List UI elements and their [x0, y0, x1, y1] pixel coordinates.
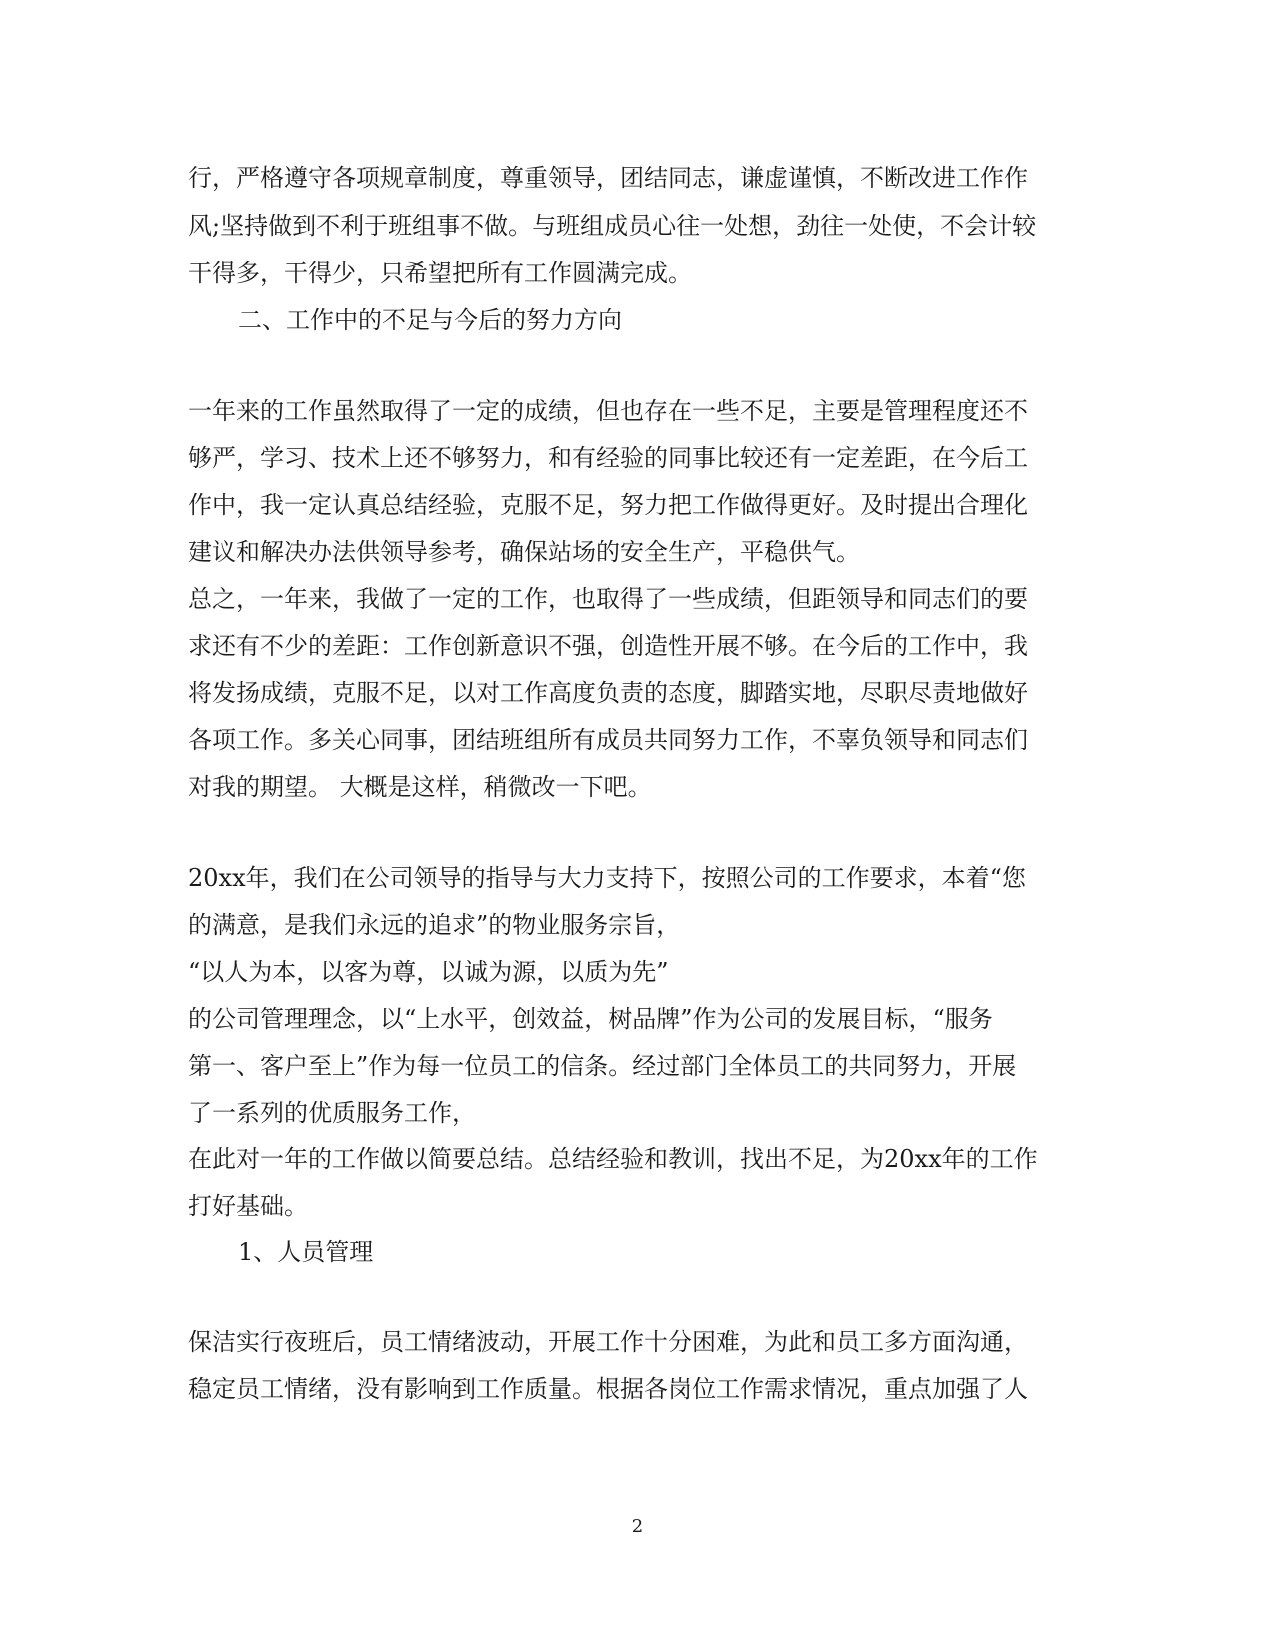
- text-line: 总之，一年来，我做了一定的工作，也取得了一些成绩，但距领导和同志们的要: [188, 585, 1028, 613]
- text-line: 建议和解决办法供领导参考，确保站场的安全生产，平稳供气。: [188, 538, 860, 566]
- text-line: 求还有不少的差距：工作创新意识不强，创造性开展不够。在今后的工作中，我: [188, 632, 1028, 660]
- text-line: 稳定员工情绪，没有影响到工作质量。根据各岗位工作需求情况，重点加强了人: [188, 1375, 1028, 1403]
- text-line: 的公司管理理念，以“上水平，创效益，树品牌”作为公司的发展目标，“服务: [188, 1005, 993, 1033]
- text-line: 干得多，干得少，只希望把所有工作圆满完成。: [188, 259, 692, 287]
- text-line: 20xx年，我们在公司领导的指导与大力支持下，按照公司的工作要求，本着“您: [188, 864, 1026, 892]
- text-line: 的满意，是我们永远的追求”的物业服务宗旨，: [188, 911, 681, 939]
- text-line: 一年来的工作虽然取得了一定的成绩，但也存在一些不足，主要是管理程度还不: [188, 397, 1028, 425]
- text-line: 对我的期望。 大概是这样，稍微改一下吧。: [188, 773, 652, 801]
- text-line: 了一系列的优质服务工作，: [188, 1099, 476, 1127]
- text-line: “以人为本，以客为尊，以诚为源，以质为先”: [188, 958, 669, 986]
- text-line: 作中，我一定认真总结经验，克服不足，努力把工作做得更好。及时提出合理化: [188, 491, 1028, 519]
- text-line: 打好基础。: [188, 1192, 308, 1220]
- text-line: 将发扬成绩，克服不足，以对工作高度负责的态度，脚踏实地，尽职尽责地做好: [188, 679, 1028, 707]
- text-line: 各项工作。多关心同事，团结班组所有成员共同努力工作，不辜负领导和同志们: [188, 726, 1028, 754]
- text-line: 风;坚持做到不利于班组事不做。与班组成员心往一处想，劲往一处使，不会计较: [188, 212, 1037, 240]
- text-line: 保洁实行夜班后，员工情绪波动，开展工作十分困难，为此和员工多方面沟通，: [188, 1328, 1028, 1356]
- text-line: 行，严格遵守各项规章制度，尊重领导，团结同志，谦虚谨慎，不断改进工作作: [188, 164, 1028, 192]
- page-number: 2: [631, 1516, 644, 1537]
- text-line: 第一、客户至上”作为每一位员工的信条。经过部门全体员工的共同努力，开展: [188, 1052, 1017, 1080]
- text-line: 够严，学习、技术上还不够努力，和有经验的同事比较还有一定差距，在今后工: [188, 444, 1028, 472]
- section-heading: 二、工作中的不足与今后的努力方向: [238, 306, 622, 334]
- text-line: 在此对一年的工作做以简要总结。总结经验和教训，找出不足，为20xx年的工作: [188, 1145, 1038, 1173]
- section-heading: 1、人员管理: [238, 1238, 374, 1266]
